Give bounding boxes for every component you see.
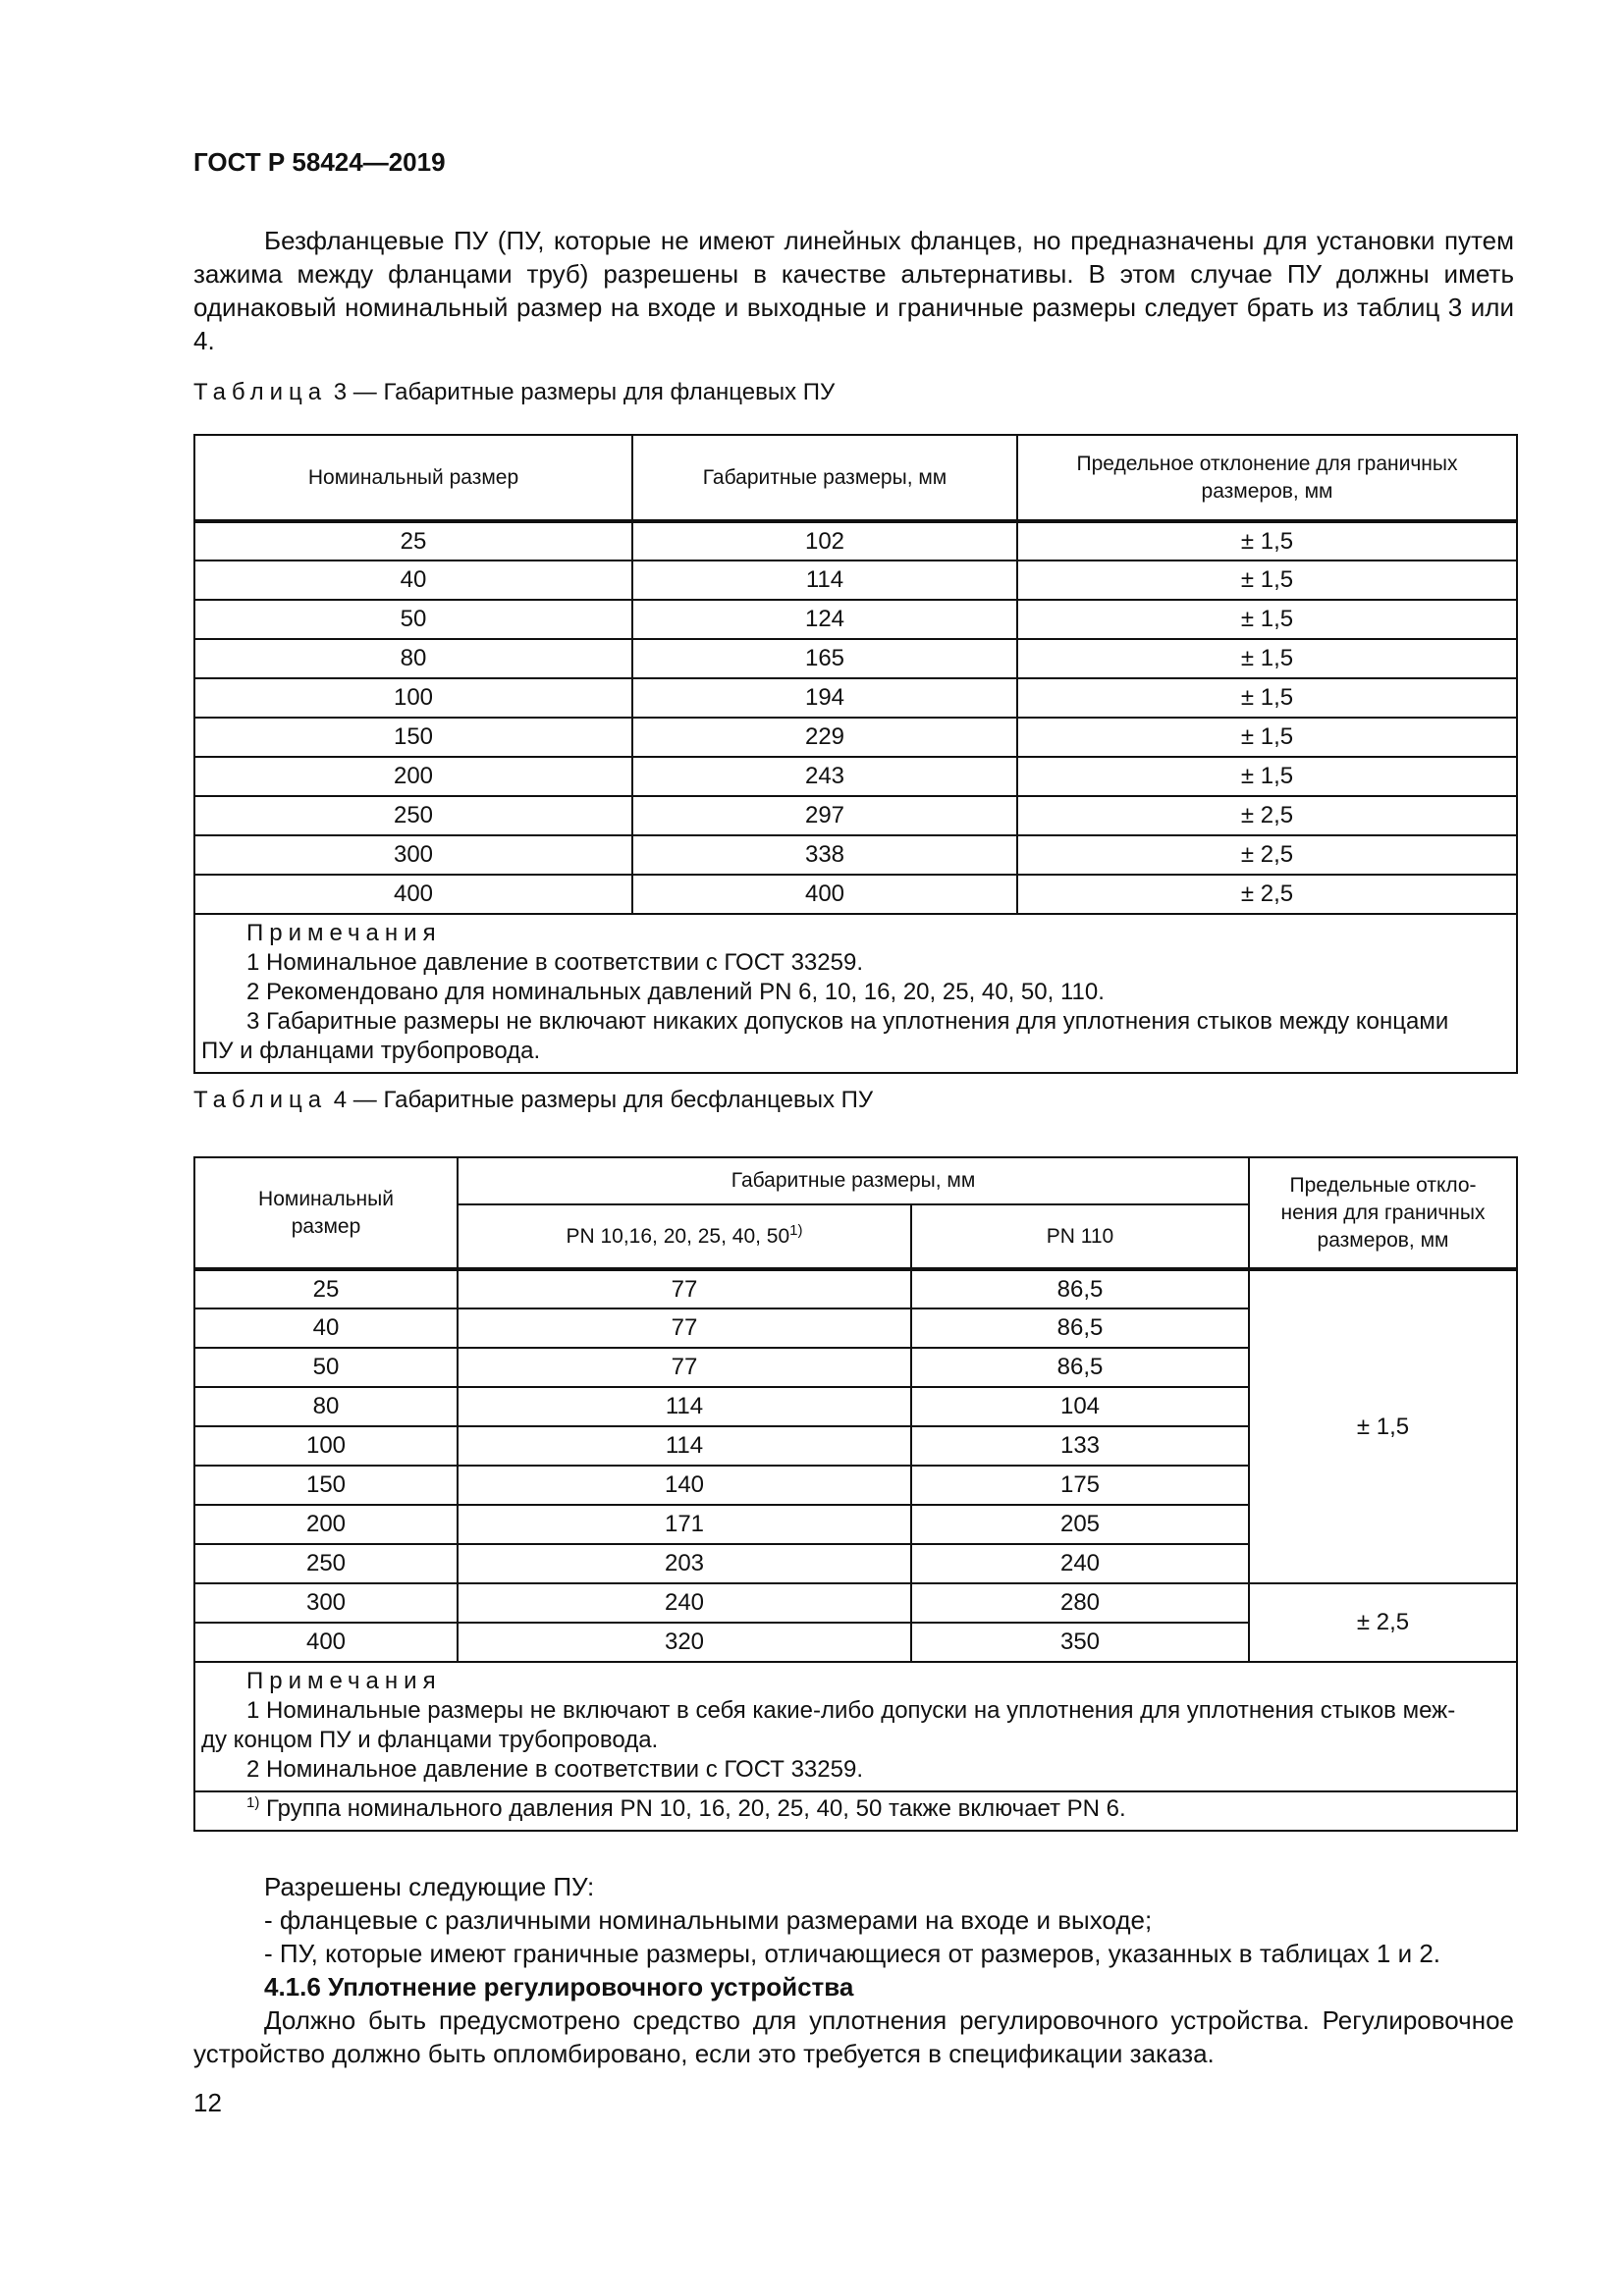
table-cell: 200 xyxy=(194,1505,458,1544)
table-cell: 114 xyxy=(632,561,1017,600)
table4-header-dims: Габаритные размеры, мм xyxy=(458,1157,1249,1204)
table-cell: 165 xyxy=(632,639,1017,678)
table-row xyxy=(194,678,1517,718)
table4-header-pn-high: PN 110 xyxy=(911,1204,1249,1269)
table4-footnote-line xyxy=(201,1794,1506,1824)
document-code: ГОСТ Р 58424—2019 xyxy=(193,147,446,177)
table-cell: 104 xyxy=(911,1387,1249,1426)
table-cell: 250 xyxy=(194,1544,458,1583)
table-cell: ± 2,5 xyxy=(1017,796,1517,835)
table-cell: ± 1,5 xyxy=(1017,639,1517,678)
table-cell: 77 xyxy=(458,1269,911,1308)
table-cell: 140 xyxy=(458,1466,911,1505)
table4-notes-row xyxy=(194,1662,1517,1791)
table-cell: 171 xyxy=(458,1505,911,1544)
table-cell: 320 xyxy=(458,1623,911,1662)
table-cell: ± 1,5 xyxy=(1017,757,1517,796)
table4-caption-text: 4 — Габаритные размеры для бесфланцевых ПУ xyxy=(333,1087,874,1113)
table-cell: 229 xyxy=(632,718,1017,757)
table4-header-row-1 xyxy=(194,1157,1517,1204)
table-cell: 203 xyxy=(458,1544,911,1583)
table-cell: 114 xyxy=(458,1426,911,1466)
table3-note-3-cont: ПУ и фланцами трубопровода. xyxy=(201,1038,541,1064)
table-cell: 400 xyxy=(194,1623,458,1662)
table4-notes-title: Примечания xyxy=(246,1668,442,1694)
table3-notes xyxy=(194,914,1517,1073)
table-cell: 300 xyxy=(194,1583,458,1623)
table4-note-2: 2 Номинальное давление в соответствии с ГОСТ 33259. xyxy=(246,1756,863,1783)
table-cell: 200 xyxy=(194,757,632,796)
table-cell: 100 xyxy=(194,678,632,718)
after-line-3: - ПУ, которые имеют граничные размеры, отличающиеся от размеров, указанных в таблицах 1 и 2. xyxy=(264,1939,1441,1968)
table-row xyxy=(194,521,1517,561)
table3-note-2: 2 Рекомендовано для номинальных давлений PN 6, 10, 16, 20, 25, 40, 50, 110. xyxy=(246,979,1105,1005)
table3-header-nominal: Номинальный размер xyxy=(194,435,632,521)
table-row xyxy=(194,1583,1517,1623)
table4-footnote-row xyxy=(194,1791,1517,1831)
table-row xyxy=(194,639,1517,678)
table4-note-1-cont: ду концом ПУ и фланцами трубопровода. xyxy=(201,1727,659,1753)
table-cell: 400 xyxy=(632,875,1017,914)
page-number: 12 xyxy=(193,2088,222,2117)
table-cell: ± 2,5 xyxy=(1017,875,1517,914)
table-cell: 86,5 xyxy=(911,1308,1249,1348)
table-cell: 338 xyxy=(632,835,1017,875)
table4-header-nominal: Номинальный размер xyxy=(194,1157,458,1269)
table-cell: ± 2,5 xyxy=(1017,835,1517,875)
table3-header-dims: Габаритные размеры, мм xyxy=(632,435,1017,521)
table-cell: 124 xyxy=(632,600,1017,639)
table-cell: 100 xyxy=(194,1426,458,1466)
table-cell: 50 xyxy=(194,600,632,639)
table-cell: 300 xyxy=(194,835,632,875)
table4 xyxy=(193,1156,1518,1832)
table3-caption-label: Таблица xyxy=(193,379,328,405)
table-cell: 40 xyxy=(194,1308,458,1348)
table-cell: 150 xyxy=(194,718,632,757)
table-cell: 133 xyxy=(911,1426,1249,1466)
table-cell: 175 xyxy=(911,1466,1249,1505)
table-cell: 80 xyxy=(194,1387,458,1426)
table3-note-3: 3 Габаритные размеры не включают никаких допусков на уплотнения для уплотнения стыков между концами xyxy=(246,1008,1449,1035)
table-cell: 297 xyxy=(632,796,1017,835)
table-cell: ± 1,5 xyxy=(1017,600,1517,639)
table-cell: 150 xyxy=(194,1466,458,1505)
table3-note-1: 1 Номинальное давление в соответствии с ГОСТ 33259. xyxy=(246,949,863,976)
table4-header-pn-low xyxy=(458,1204,911,1269)
table4-notes xyxy=(194,1662,1517,1791)
table-row xyxy=(194,1269,1517,1308)
table-cell: 40 xyxy=(194,561,632,600)
table-cell: 400 xyxy=(194,875,632,914)
table3-notes-title: Примечания xyxy=(246,920,442,946)
table4-header-pn-low-text: PN 10,16, 20, 25, 40, 50 xyxy=(566,1224,790,1248)
table3-header-deviation: Предельное отклонение для граничных размеров, мм xyxy=(1017,435,1517,521)
table4-caption xyxy=(193,1087,873,1114)
table-row xyxy=(194,718,1517,757)
table-row xyxy=(194,757,1517,796)
table4-caption-label: Таблица xyxy=(193,1087,328,1113)
table4-deviation-group1: ± 1,5 xyxy=(1249,1269,1517,1583)
table3-header-row xyxy=(194,435,1517,521)
table-row xyxy=(194,796,1517,835)
table-cell: 80 xyxy=(194,639,632,678)
table4-note-1: 1 Номинальные размеры не включают в себя какие-либо допуски на уплотнения для уплотнения стыков меж- xyxy=(246,1697,1456,1724)
table4-header-deviation: Предельные откло-нения для граничных размеров, мм xyxy=(1249,1157,1517,1269)
table3-notes-row xyxy=(194,914,1517,1073)
table-cell: 77 xyxy=(458,1348,911,1387)
table3-caption-text: 3 — Габаритные размеры для фланцевых ПУ xyxy=(333,379,836,405)
table-cell: 25 xyxy=(194,521,632,561)
table-cell: 86,5 xyxy=(911,1269,1249,1308)
table4-footnote xyxy=(194,1791,1517,1831)
after-text xyxy=(193,1870,1514,2070)
table4-footnote-text: Группа номинального давления PN 10, 16, 20, 25, 40, 50 также включает PN 6. xyxy=(266,1795,1126,1822)
table-cell: 280 xyxy=(911,1583,1249,1623)
table-row xyxy=(194,600,1517,639)
section-heading: 4.1.6 Уплотнение регулировочного устройства xyxy=(264,1972,854,2002)
table-cell: ± 1,5 xyxy=(1017,521,1517,561)
table-cell: 350 xyxy=(911,1623,1249,1662)
table-cell: 102 xyxy=(632,521,1017,561)
table-row xyxy=(194,561,1517,600)
table4-header-pn-low-footnote: 1) xyxy=(789,1221,803,1239)
table-cell: 250 xyxy=(194,796,632,835)
table-cell: 240 xyxy=(458,1583,911,1623)
table-cell: 240 xyxy=(911,1544,1249,1583)
table-cell: 194 xyxy=(632,678,1017,718)
table-cell: 114 xyxy=(458,1387,911,1426)
table-cell: 243 xyxy=(632,757,1017,796)
table-cell: ± 1,5 xyxy=(1017,718,1517,757)
table-cell: 25 xyxy=(194,1269,458,1308)
section-paragraph: Должно быть предусмотрено средство для уплотнения регулировочного устройства. Регулировочное устройство должно быть опломбировано, если это требуется в спецификации заказа. xyxy=(193,2005,1514,2068)
table4-footnote-mark: 1) xyxy=(246,1794,260,1811)
table-cell: ± 1,5 xyxy=(1017,561,1517,600)
table-cell: 86,5 xyxy=(911,1348,1249,1387)
table-cell: ± 1,5 xyxy=(1017,678,1517,718)
table-row xyxy=(194,875,1517,914)
table4-deviation-group2: ± 2,5 xyxy=(1249,1583,1517,1662)
table3-caption xyxy=(193,379,835,406)
intro-paragraph: Безфланцевые ПУ (ПУ, которые не имеют линейных фланцев, но предназначены для установки путем зажима между фланцами труб) разрешены в качестве альтернативы. В этом случае ПУ должны иметь одинаковый номинальный размер на входе и выходные и граничные размеры следует брать из таблиц 3 или 4. xyxy=(193,226,1514,355)
after-line-2: - фланцевые с различными номинальными размерами на входе и выходе; xyxy=(264,1905,1153,1935)
table-cell: 50 xyxy=(194,1348,458,1387)
table3 xyxy=(193,434,1518,1074)
table-row xyxy=(194,835,1517,875)
after-line-1: Разрешены следующие ПУ: xyxy=(264,1872,595,1901)
table-cell: 77 xyxy=(458,1308,911,1348)
table-cell: 205 xyxy=(911,1505,1249,1544)
